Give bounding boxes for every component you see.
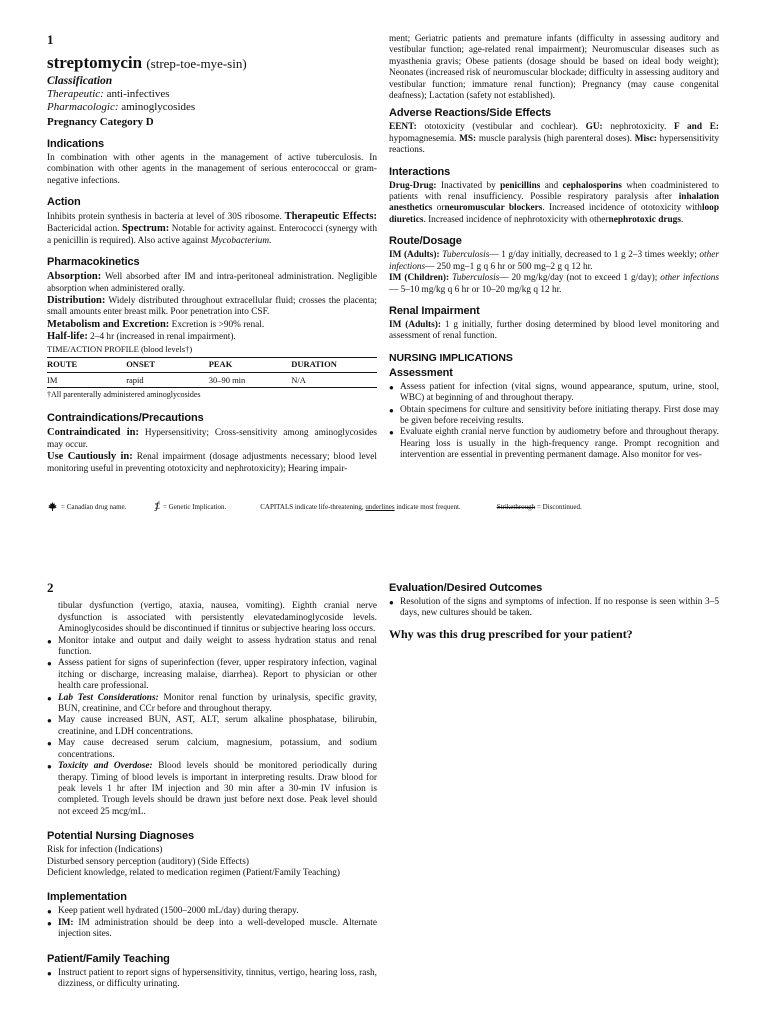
therapeutic-effects-text: Bactericidal action.	[47, 224, 120, 235]
therapeutic-class	[47, 88, 377, 101]
table-cell: N/A	[291, 372, 377, 387]
spectrum-organism: Mycobacterium	[210, 235, 270, 246]
table-cell: IM	[47, 372, 126, 387]
gu-text: nephrotoxicity.	[610, 122, 667, 133]
dd-or: or	[436, 203, 445, 214]
list-item	[47, 918, 377, 941]
interactions-heading: Interactions	[389, 165, 451, 178]
patient-teaching-heading: Patient/Family Teaching	[47, 952, 170, 965]
table-cell: rapid	[126, 372, 209, 387]
legend-genetic: = Genetic Implication.	[162, 502, 227, 511]
table-header: PEAK	[209, 358, 292, 372]
im-adults-dosage	[389, 250, 719, 273]
dd-text: . Increased incidence of ototoxicity with	[542, 203, 702, 214]
distribution-text	[47, 295, 377, 319]
page1-left-column	[47, 34, 377, 475]
drug-drug-text	[389, 181, 719, 227]
list-item: Disturbed sensory perception (auditory) (Side Effects)	[47, 856, 249, 867]
indications-heading: Indications	[47, 137, 104, 150]
halflife-body: 2–4 hr (increased in renal impairment).	[90, 332, 236, 343]
renal-label: IM (Adults):	[389, 319, 441, 330]
im-label: IM:	[58, 917, 74, 928]
list-item: ● Evaluate eighth cranial nerve function by audiometry before and throughout therapy. Hearing loss is usually in the high-frequency range. Prompt recognition and intervention are essential in preventing permanent damage. Also monitor for ves-	[389, 427, 719, 461]
patient-teaching-list	[47, 968, 377, 991]
assessment-continued: tibular dysfunction (vertigo, ataxia, nausea, vomiting). Eighth cranial nerve dysfunction is associated with persistently elevatedaminoglycoside levels. Aminoglycosides should be discontinued if tinnitus or subjective hearing loss occurs.	[58, 601, 377, 635]
pharmacokinetics-heading: Pharmacokinetics	[47, 256, 140, 269]
caution-body: Renal impairment (dosage adjustments necessary; blood level monitoring useful in preventing ototoxicity and nephrotoxicity); Hearing impair-	[47, 452, 377, 474]
im-adults-other: other infections	[389, 250, 720, 272]
im-children-label: IM (Children):	[389, 273, 450, 284]
evaluation-heading: Evaluation/Desired Outcomes	[389, 582, 543, 594]
dd-text: Inactivated by	[440, 180, 496, 191]
absorption-body: Well absorbed after IM and intra-peritoneal administration. Negligible absorption when administered orally.	[47, 272, 378, 294]
assessment-list	[389, 382, 719, 462]
legend-underlines: underlines	[365, 502, 395, 511]
dd-text: when coadministered to patients with renal insufficiency. Possible respiratory paralysis after	[389, 180, 720, 203]
table-footnote: †All parenterally administered aminoglycosides	[47, 389, 201, 399]
metabolism-body: Excretion is >90% renal.	[171, 319, 265, 330]
why-prescribed-question: Why was this drug prescribed for your patient?	[389, 626, 633, 641]
dd-end: .	[680, 214, 684, 225]
list-item: ● Instruct patient to report signs of hypersensitivity, tinnitus, vertigo, hearing loss, rash, dizziness, or difficulty urinating.	[47, 968, 377, 991]
adverse-reactions-text	[389, 122, 719, 156]
implementation-list	[47, 906, 377, 940]
caution-text	[47, 451, 377, 475]
table-header: ONSET	[126, 358, 209, 372]
im-children-text: — 20 mg/kg/day (not to exceed 1 g/day);	[499, 273, 658, 284]
list-item: ● Assess patient for signs of superinfection (fever, upper respiratory infection, vaginal itching or discharge, increasing malaise, diarrhea). Report to physician or other health care professional.	[47, 658, 377, 692]
list-item: Risk for infection (Indications)	[47, 845, 163, 856]
distribution-label: Distribution:	[47, 295, 106, 307]
list-item: ● May cause increased BUN, AST, ALT, serum alkaline phosphatase, bilirubin, creatinine, and LDH concentrations.	[47, 715, 377, 738]
nursing-diagnoses-heading: Potential Nursing Diagnoses	[47, 830, 195, 843]
table-header: DURATION	[291, 358, 377, 372]
legend-canadian: = Canadian drug name.	[61, 502, 127, 511]
action-heading: Action	[47, 196, 81, 209]
dd-nmb: neuromuscular blockers	[444, 203, 543, 214]
indications-text: In combination with other agents in the management of active tuberculosis. In combination with other agents in the management of serious enterococcal or gram-negative infections.	[47, 152, 377, 186]
list-item: ● May cause decreased serum calcium, magnesium, potassium, and sodium concentrations.	[47, 738, 377, 761]
page-number: 2	[47, 580, 54, 595]
implementation-heading: Implementation	[47, 891, 127, 904]
action-text: Inhibits protein synthesis in bacteria at level of 30S ribosome. Therapeutic Effects: Bactericidal action. Spectrum: Notable for activity against. Enterococci (synergy with a penicillin is required). Also active against Mycobacterium.	[47, 211, 378, 246]
eent-text: ototoxicity (vestibular and cochlear).	[424, 122, 578, 133]
pregnancy-category: Pregnancy Category D	[47, 116, 154, 129]
assessment-list-continued	[47, 636, 377, 819]
im-adults-label: IM (Adults):	[389, 250, 440, 261]
im-children-dosage	[389, 273, 719, 296]
toxicity-text: Blood levels should be monitored periodically during therapy. Timing of blood levels is important in interpreting results. Draw blood for peak levels 1 hr after IM injection and 30 min after a 30-min IV infusion is completed. Trough levels should be drawn just before next dose. Peak level should not exceed 25 mcg/mL.	[58, 761, 377, 817]
misc-text: hypersensitivity reactions.	[389, 133, 720, 156]
drug-name: streptomycin	[47, 53, 143, 73]
metabolism-text	[47, 319, 377, 331]
im-adults-tb: Tuberculosis	[442, 250, 490, 261]
page1-right-column	[389, 34, 719, 462]
im-adults-text: — 1 g/day initially, decreased to 1 g 2–3 times weekly;	[489, 250, 697, 261]
table-row	[47, 372, 377, 387]
legend-strikethrough: Strikethrough	[496, 502, 536, 511]
assessment-continued-wrap	[47, 601, 377, 635]
dd-nephro: nephrotoxic drugs	[608, 214, 681, 225]
distribution-body: Widely distributed throughout extracellular fluid; crosses the placenta; small amounts enter breast milk. Poor penetration into CSF.	[47, 296, 378, 318]
legend-most-frequent: indicate most frequent.	[396, 502, 461, 511]
adverse-reactions-heading: Adverse Reactions/Side Effects	[389, 107, 552, 120]
toxicity-label: Toxicity and Overdose:	[58, 761, 153, 772]
contraindicated-label: Contraindicated in:	[47, 427, 139, 439]
im-adults-text: — 250 mg–1 g q 6 hr or 500 mg–2 g q 12 hr.	[425, 261, 593, 272]
nursing-diagnoses-list	[47, 845, 377, 879]
nursing-implications-heading: NURSING IMPLICATIONS	[389, 351, 513, 364]
im-children-other: other infections	[660, 273, 720, 284]
action-body: Inhibits protein synthesis in bacteria at level of 30S ribosome.	[47, 212, 282, 223]
therapeutic-effects-label: Therapeutic Effects:	[284, 211, 377, 223]
eent-label: EENT:	[389, 122, 417, 133]
list-item: ● Assess patient for infection (vital signs, wound appearance, sputum, urine, stool, WBC) at beginning of and throughout therapy.	[389, 382, 719, 405]
dd-penicillins: penicillins	[500, 180, 541, 191]
pharmacologic-value: aminoglycosides	[121, 100, 196, 113]
ms-text: muscle paralysis (high parenteral doses).	[478, 133, 632, 144]
lab-text: Monitor renal function by urinalysis, specific gravity, BUN, creatinine, and CCr before and throughout therapy.	[58, 692, 377, 715]
time-action-caption: TIME/ACTION PROFILE (blood levels†)	[47, 343, 193, 354]
list-item: Deficient knowledge, related to medication regimen (Patient/Family Teaching)	[47, 867, 340, 878]
halflife-label: Half-life:	[47, 331, 88, 343]
spectrum-label: Spectrum:	[122, 223, 170, 235]
absorption-text	[47, 271, 377, 295]
renal-dosage	[389, 320, 719, 343]
list-item: ● Resolution of the signs and symptoms of infection. If no response is seen within 3–5 days, new cultures should be taken.	[389, 597, 719, 620]
list-item	[47, 693, 377, 716]
misc-label: Misc:	[634, 133, 657, 144]
contraindications-heading: Contraindications/Precautions	[47, 412, 204, 425]
dd-text: . Increased incidence of nephrotoxicity with other	[423, 214, 609, 225]
classification-heading: Classification	[47, 75, 113, 88]
list-item: ● Keep patient well hydrated (1500–2000 mL/day) during therapy.	[47, 906, 377, 917]
dd-loop: loop diuretics	[389, 203, 719, 225]
fe-text: hypomagnesemia.	[389, 133, 457, 144]
drug-title	[47, 53, 377, 74]
ms-label: MS:	[459, 133, 477, 144]
legend-footer	[47, 501, 727, 512]
caution-continued: ment; Geriatric patients and premature infants (difficulty in assessing auditory and vestibular function; age-related renal impairment); Neuromuscular diseases such as myasthenia gravis; Obese patients (dosage should be based on ideal body weight); Neonates (increased risk of neuromuscular blockade; difficulty in assessing auditory and vestibular function; immature renal function); Pregnancy (may cause congenital deafness); Lactation (safety not established).	[389, 34, 719, 102]
time-action-table	[47, 357, 377, 388]
list-item: ● Obtain specimens for culture and sensitivity before initiating therapy. First dose may be given before receiving results.	[389, 405, 719, 428]
dd-cephalosporins: cephalosporins	[562, 180, 622, 191]
im-children-tb: Tuberculosis	[452, 273, 500, 284]
spectrum-text: Notable for activity against. Enterococci (synergy with a penicillin is required). Also active against	[47, 224, 378, 246]
im-text: IM administration should be deep into a well-developed muscle. Alternate injection sites.	[58, 917, 378, 940]
therapeutic-value: anti-infectives	[106, 88, 170, 101]
fe-label: F and E:	[674, 122, 720, 133]
table-cell: 30–90 min	[209, 372, 292, 387]
caution-label: Use Cautiously in:	[47, 451, 133, 463]
renal-text: 1 g initially, further dosing determined by blood level monitoring and assessment of renal function.	[389, 319, 719, 342]
contraindicated-body: Hypersensitivity; Cross-sensitivity among aminoglycosides may occur.	[47, 428, 377, 450]
pharmacologic-class	[47, 101, 377, 114]
assessment-heading: Assessment	[389, 366, 453, 379]
dna-icon: ⨋	[154, 501, 160, 511]
renal-impairment-heading: Renal Impairment	[389, 304, 480, 317]
legend-discontinued: = Discontinued.	[536, 502, 582, 511]
therapeutic-label: Therapeutic:	[47, 88, 104, 101]
absorption-label: Absorption:	[47, 271, 102, 283]
pharmacologic-label: Pharmacologic:	[47, 100, 119, 113]
page2-left-column	[47, 582, 377, 990]
route-dosage-heading: Route/Dosage	[389, 235, 462, 248]
metabolism-label: Metabolism and Excretion:	[47, 318, 170, 330]
evaluation-list	[389, 597, 719, 620]
drug-pronunciation: (strep-toe-mye-sin)	[146, 56, 247, 72]
contraindicated-text	[47, 427, 377, 451]
list-item	[47, 761, 377, 818]
table-header-row	[47, 358, 377, 372]
page2-right-column	[389, 580, 719, 640]
lab-label: Lab Test Considerations:	[58, 692, 159, 703]
maple-leaf-icon	[47, 502, 58, 511]
dd-inhalation: inhalation anesthetics	[389, 192, 719, 214]
page-number: 1	[47, 32, 54, 47]
halflife-text	[47, 331, 377, 343]
table-header: ROUTE	[47, 358, 126, 372]
gu-label: GU:	[585, 122, 603, 133]
dd-and: and	[544, 180, 559, 191]
list-item: ● Monitor intake and output and daily weight to assess hydration status and renal function.	[47, 636, 377, 659]
legend-capitals: CAPITALS indicate life-threatening,	[260, 502, 364, 511]
im-children-text: — 5–10 mg/kg q 6 hr or 10–20 mg/kg q 12 hr.	[389, 284, 562, 295]
drug-drug-label: Drug-Drug:	[389, 180, 437, 191]
